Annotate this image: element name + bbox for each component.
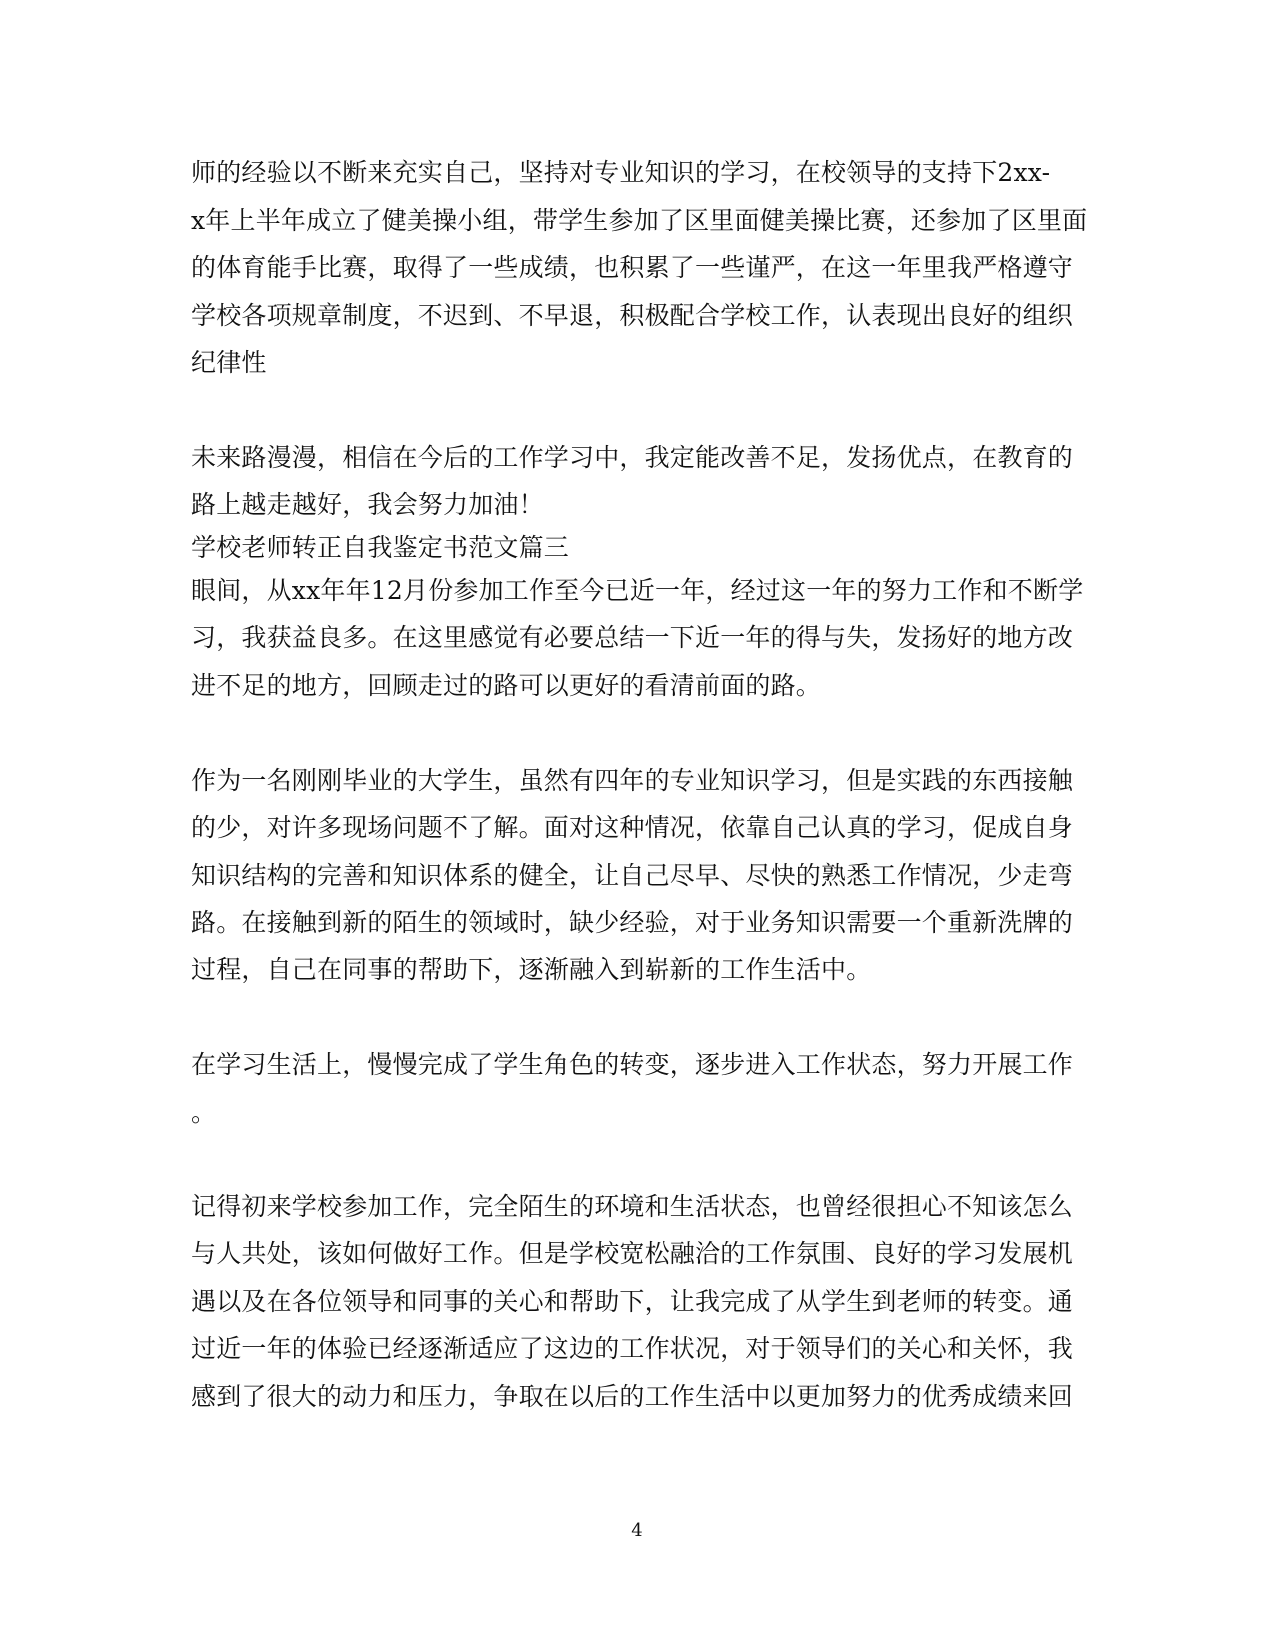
page-number: 4 [631, 1520, 643, 1541]
text-line: 作为一名刚刚毕业的大学生，虽然有四年的专业知识学习，但是实践的东西接触 [191, 766, 1074, 795]
section-heading: 学校老师转正自我鉴定书范文篇三 [191, 533, 570, 562]
text-line: 过近一年的体验已经逐渐适应了这边的工作状况，对于领导们的关心和关怀，我 [191, 1334, 1074, 1363]
text-line: 纪律性 [191, 348, 267, 377]
text-line: 在学习生活上，慢慢完成了学生角色的转变，逐步进入工作状态，努力开展工作 [191, 1050, 1074, 1079]
text-line: 的体育能手比赛，取得了一些成绩，也积累了一些谨严，在这一年里我严格遵守 [191, 253, 1074, 282]
text-line: 眼间，从xx年年12月份参加工作至今已近一年，经过这一年的努力工作和不断学 [191, 576, 1084, 605]
text-line: 学校各项规章制度，不迟到、不早退，积极配合学校工作，认表现出良好的组织 [191, 301, 1074, 330]
text-line: 感到了很大的动力和压力，争取在以后的工作生活中以更加努力的优秀成绩来回 [191, 1382, 1074, 1411]
text-line: 与人共处，该如何做好工作。但是学校宽松融洽的工作氛围、良好的学习发展机 [191, 1239, 1074, 1268]
text-line: 进不足的地方，回顾走过的路可以更好的看清前面的路。 [191, 671, 822, 700]
text-line: 路。在接触到新的陌生的领域时，缺少经验，对于业务知识需要一个重新洗牌的 [191, 908, 1074, 937]
text-line: 遇以及在各位领导和同事的关心和帮助下，让我完成了从学生到老师的转变。通 [191, 1287, 1074, 1316]
text-line: 师的经验以不断来充实自己，坚持对专业知识的学习，在校领导的支持下2xx- [191, 158, 1051, 187]
text-line: 记得初来学校参加工作，完全陌生的环境和生活状态，也曾经很担心不知该怎么 [191, 1192, 1074, 1221]
text-line: 未来路漫漫，相信在今后的工作学习中，我定能改善不足，发扬优点，在教育的 [191, 443, 1074, 472]
text-line: 的少，对许多现场问题不了解。面对这种情况，依靠自己认真的学习，促成自身 [191, 813, 1074, 842]
text-line: 知识结构的完善和知识体系的健全，让自己尽早、尽快的熟悉工作情况，少走弯 [191, 861, 1074, 890]
text-line: x年上半年成立了健美操小组，带学生参加了区里面健美操比赛，还参加了区里面 [191, 206, 1088, 235]
text-line: 过程，自己在同事的帮助下，逐渐融入到崭新的工作生活中。 [191, 955, 872, 984]
text-line: 习，我获益良多。在这里感觉有必要总结一下近一年的得与失，发扬好的地方改 [191, 623, 1074, 652]
text-line: 路上越走越好，我会努力加油！ [191, 490, 544, 519]
text-line: 。 [191, 1098, 217, 1127]
